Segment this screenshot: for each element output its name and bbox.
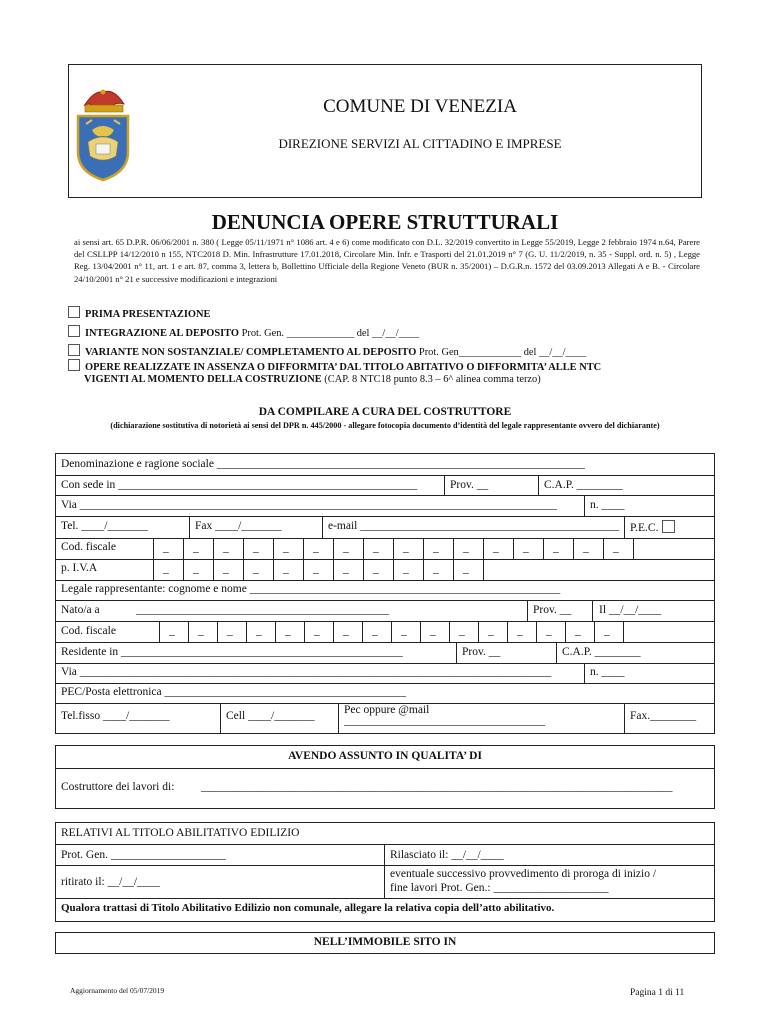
field-rilasciato[interactable]: Rilasciato il: __/__/____ <box>390 849 504 861</box>
checkbox[interactable] <box>68 359 80 371</box>
option-opere-realizzate[interactable]: OPERE REALIZZATE IN ASSENZA O DIFFORMITA’ DAL TITOLO ABITATIVO O DIFFORMITA’ ALLE NTC <box>68 359 601 374</box>
digit-box[interactable]: _ <box>553 542 559 554</box>
digit-box[interactable]: _ <box>546 625 552 637</box>
section-subheading-dichiarazione: (dichiarazione sostitutiva di notorietà ai sensi del DPR n. 445/2000 - allegare fotocopia documento d’identità del legale rappresentante ovvero del dichiarante) <box>110 421 660 430</box>
digit-box[interactable]: _ <box>488 625 494 637</box>
titolo-note: Qualora trattasi di Titolo Abilitativo Edilizio non comunale, allegare la relativa copia dell’atto abilitativo. <box>61 902 555 914</box>
digit-box[interactable]: _ <box>373 563 379 575</box>
pec-checkbox[interactable] <box>662 520 675 533</box>
digit-box[interactable]: _ <box>227 625 233 637</box>
digit-box[interactable]: _ <box>459 625 465 637</box>
field-tel-fisso[interactable]: Tel.fisso ____/_______ <box>61 710 170 722</box>
digit-box[interactable]: _ <box>430 625 436 637</box>
digit-box[interactable]: _ <box>463 563 469 575</box>
digit-box[interactable]: _ <box>403 563 409 575</box>
digit-box[interactable]: _ <box>253 542 259 554</box>
digit-box[interactable]: _ <box>517 625 523 637</box>
venice-coat-of-arms-logo <box>72 84 134 184</box>
checkbox[interactable] <box>68 344 80 356</box>
field-ritirato[interactable]: ritirato il: __/__/____ <box>61 876 161 888</box>
digit-box[interactable]: _ <box>313 542 319 554</box>
digit-box[interactable]: _ <box>163 542 169 554</box>
label-costruttore-lavori: Costruttore dei lavori di: <box>61 781 175 793</box>
immobile-heading: NELL’IMMOBILE SITO IN <box>313 936 457 948</box>
digit-box[interactable]: _ <box>493 542 499 554</box>
field-pec-oppure-mail[interactable]: ___________________________________ <box>344 715 546 727</box>
label-nato: Nato/a a <box>61 604 100 616</box>
field-prov[interactable]: Prov. __ <box>450 479 489 491</box>
field-prov-nascita[interactable]: Prov. __ <box>533 604 572 616</box>
digit-box[interactable]: _ <box>314 625 320 637</box>
digit-box[interactable]: _ <box>372 625 378 637</box>
titolo-heading: RELATIVI AL TITOLO ABILITATIVO EDILIZIO <box>61 827 300 839</box>
digit-box[interactable]: _ <box>198 625 204 637</box>
digit-box[interactable]: _ <box>343 563 349 575</box>
field-via-residenza[interactable]: Via __________________________________________________________________________________ <box>61 666 552 678</box>
qualita-section <box>55 745 715 809</box>
digit-box[interactable]: _ <box>169 625 175 637</box>
option-variante[interactable]: VARIANTE NON SOSTANZIALE/ COMPLETAMENTO AL DEPOSITO Prot. Gen____________ del __/__/____ <box>68 344 586 359</box>
qualita-heading: AVENDO ASSUNTO IN QUALITA’ DI <box>288 750 482 762</box>
field-cap-residenza[interactable]: C.A.P. ________ <box>562 646 641 658</box>
field-pec-posta[interactable]: PEC/Posta elettronica __________________________________________ <box>61 686 406 698</box>
digit-box[interactable]: _ <box>283 563 289 575</box>
field-tel[interactable]: Tel. ____/_______ <box>61 520 148 532</box>
section-heading-costruttore: DA COMPILARE A CURA DEL COSTRUTTORE <box>258 406 512 418</box>
field-fax-2[interactable]: Fax.________ <box>630 710 697 722</box>
digit-box[interactable]: _ <box>193 542 199 554</box>
field-residente[interactable]: Residente in _________________________________________________ <box>61 646 403 658</box>
field-numero[interactable]: n. ____ <box>590 499 625 511</box>
digit-box[interactable]: _ <box>433 542 439 554</box>
digit-box[interactable]: _ <box>401 625 407 637</box>
label-pec-oppure-mail: Pec oppure @mail <box>344 704 430 716</box>
label-proroga: eventuale successivo provvedimento di proroga di inizio / <box>390 868 657 880</box>
comune-title: COMUNE DI VENEZIA <box>323 96 517 117</box>
legal-references: ai sensi art. 65 D.P.R. 06/06/2001 n. 380 ( Legge 05/11/1971 n° 1086 art. 4 e 6) come modificato con D.L. 32/2019 convertito in Legge 55/2019, Legge 2 febbraio 1974 n.64, Parere del CSLLPP 14/12/2010 n 155, NTC2018 D. Min. Infrastrutture 17.01.2018, Circolare Min. Infr. e Trasporti del 21.01.2019 n° 7 (G. U. 11/2/2019, n. 35 - Suppl. ord. n. 5) , Legge Reg. 13/04/2001 n° 11, art. 1 e art. 87, comma 3, lettera b, Bollettino Ufficiale della Regione Veneto (BUR n. 35/2001) – D.G.R.n. 1572 del 03.09.2013 Allegati A e B. - Circolare 24/10/2001 n° 21 e successive modificazioni e integrazioni <box>74 237 700 284</box>
digit-box[interactable]: _ <box>223 542 229 554</box>
field-prov-residenza[interactable]: Prov. __ <box>462 646 501 658</box>
field-denominazione[interactable]: Denominazione e ragione sociale ________________________________________________________________ <box>61 458 585 470</box>
field-fax[interactable]: Fax ____/_______ <box>195 520 282 532</box>
digit-box[interactable]: _ <box>433 563 439 575</box>
immobile-section <box>55 932 715 954</box>
digit-box[interactable]: _ <box>223 563 229 575</box>
direzione-subtitle: DIREZIONE SERVIZI AL CITTADINO E IMPRESE <box>278 136 562 151</box>
digit-box[interactable]: _ <box>604 625 610 637</box>
field-cap[interactable]: C.A.P. ________ <box>544 479 623 491</box>
digit-box[interactable]: _ <box>193 563 199 575</box>
digit-box[interactable]: _ <box>343 625 349 637</box>
field-numero-residenza[interactable]: n. ____ <box>590 666 625 678</box>
digit-box[interactable]: _ <box>253 563 259 575</box>
digit-box[interactable]: _ <box>283 542 289 554</box>
digit-box[interactable]: _ <box>583 542 589 554</box>
digit-box[interactable]: _ <box>343 542 349 554</box>
digit-box[interactable]: _ <box>523 542 529 554</box>
field-proroga-prot[interactable]: fine lavori Prot. Gen.: ____________________ <box>390 882 609 894</box>
field-prot-gen[interactable]: Prot. Gen. ____________________ <box>61 849 226 861</box>
digit-box[interactable]: _ <box>613 542 619 554</box>
field-cell[interactable]: Cell ____/_______ <box>226 710 315 722</box>
field-costruttore-lavori[interactable]: __________________________________________________________________________________ <box>201 781 673 793</box>
digit-box[interactable]: _ <box>256 625 262 637</box>
footer-pagina: Pagina 1 di 11 <box>630 988 685 998</box>
digit-box[interactable]: _ <box>163 563 169 575</box>
footer-aggiornamento: Aggiornamento del 05/07/2019 <box>70 986 165 995</box>
header-box <box>68 64 702 198</box>
checkbox[interactable] <box>68 306 80 318</box>
field-legale-rappresentante[interactable]: Legale rappresentante: cognome e nome ______________________________________________________ <box>61 583 561 595</box>
field-via[interactable]: Via ___________________________________________________________________________________ <box>61 499 558 511</box>
option-opere-realizzate-line2: VIGENTI AL MOMENTO DELLA COSTRUZIONE (CAP. 8 NTC18 punto 8.3 – 6^ alinea comma terzo) <box>84 374 541 385</box>
costruttore-form <box>55 453 715 734</box>
field-con-sede[interactable]: Con sede in ____________________________________________________ <box>61 479 418 491</box>
field-data-nascita[interactable]: Il __/__/____ <box>599 604 662 616</box>
digit-box[interactable]: _ <box>575 625 581 637</box>
label-cod-fiscale-2: Cod. fiscale <box>61 625 116 637</box>
digit-box[interactable]: _ <box>285 625 291 637</box>
option-prima-presentazione[interactable]: PRIMA PRESENTAZIONE <box>68 306 210 321</box>
digit-box[interactable]: _ <box>403 542 409 554</box>
document-title: DENUNCIA OPERE STRUTTURALI <box>211 210 559 234</box>
digit-box[interactable]: _ <box>373 542 379 554</box>
field-email[interactable]: e-mail _____________________________________________ <box>328 520 619 532</box>
titolo-abilitativo-section <box>55 822 715 922</box>
option-integrazione[interactable]: INTEGRAZIONE AL DEPOSITO Prot. Gen. _____________ del __/__/____ <box>68 325 419 340</box>
digit-box[interactable]: _ <box>313 563 319 575</box>
label-piva: p. I.V.A <box>61 562 98 574</box>
digit-box[interactable]: _ <box>463 542 469 554</box>
field-nato-a[interactable]: ____________________________________________ <box>136 604 389 616</box>
checkbox[interactable] <box>68 325 80 337</box>
label-cod-fiscale: Cod. fiscale <box>61 541 116 553</box>
field-pec[interactable]: P.E.C. <box>630 520 675 534</box>
